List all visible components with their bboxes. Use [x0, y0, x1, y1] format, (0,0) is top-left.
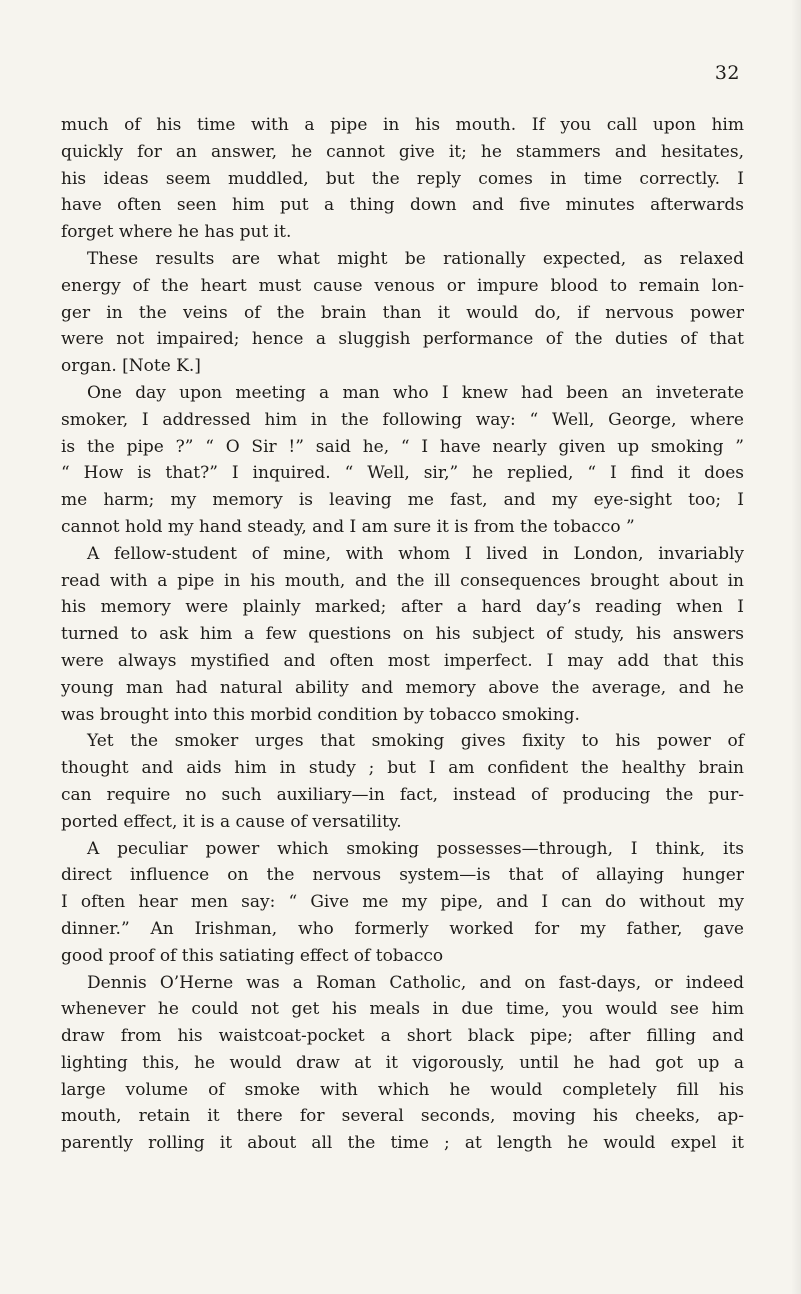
text-line: parently rolling it about all the time ; at length he would expel it: [61, 1133, 744, 1154]
text-line: forget where he has put it.: [61, 222, 292, 243]
text-line: can require no such auxiliary—in fact, instead of producing the pur-: [61, 784, 744, 805]
text-line: These results are what might be rationally expected, as relaxed: [87, 248, 744, 269]
text-line: draw from his waistcoat-pocket a short black pipe; after filling and: [61, 1026, 744, 1047]
text-line: is the pipe ?” “ O Sir !” said he, “ I have nearly given up smoking ”: [61, 436, 744, 457]
text-line: energy of the heart must cause venous or impure blood to remain lon-: [61, 275, 744, 296]
text-line: “ How is that?” I inquired. “ Well, sir,” he replied, “ I find it does: [61, 463, 744, 484]
text-line: lighting this, he would draw at it vigorously, until he had got up a: [61, 1052, 744, 1073]
text-line: One day upon meeting a man who I knew had been an inveterate: [87, 382, 744, 403]
text-line: organ. [Note K.]: [61, 356, 201, 377]
text-line: read with a pipe in his mouth, and the ill consequences brought about in: [61, 570, 744, 591]
text-line: his ideas seem muddled, but the reply comes in time correctly. I: [61, 168, 744, 189]
text-line: direct influence on the nervous system—is that of allaying hunger: [61, 865, 744, 886]
text-line: much of his time with a pipe in his mouth. If you call upon him: [61, 115, 744, 135]
page-edge-shadow: [791, 0, 801, 1294]
text-line: have often seen him put a thing down and five minutes afterwards: [61, 195, 744, 216]
text-line: ger in the veins of the brain than it would do, if nervous power: [61, 302, 744, 323]
text-line: young man had natural ability and memory above the average, and he: [61, 677, 744, 698]
text-line: A peculiar power which smoking possesses—through, I think, its: [87, 838, 744, 859]
text-line: A fellow-student of mine, with whom I lived in London, invariably: [87, 543, 744, 564]
text-line: thought and aids him in study ; but I am confident the healthy brain: [61, 758, 744, 779]
text-line: quickly for an answer, he cannot give it; he stammers and hesitates,: [61, 141, 744, 162]
text-line: his memory were plainly marked; after a hard day’s reading when I: [61, 597, 744, 618]
text-line: Yet the smoker urges that smoking gives fixity to his power of: [87, 731, 744, 752]
text-line: Dennis O’Herne was a Roman Catholic, and on fast-days, or indeed: [87, 972, 744, 993]
text-line: I often hear men say: “ Give me my pipe, and I can do without my: [61, 892, 744, 913]
text-line: good proof of this satiating effect of tobacco: [61, 945, 444, 966]
text-line: whenever he could not get his meals in due time, you would see him: [61, 999, 744, 1020]
page-number: 32: [714, 62, 740, 84]
text-line: mouth, retain it there for several seconds, moving his cheeks, ap-: [61, 1106, 744, 1127]
text-line: dinner.” An Irishman, who formerly worked for my father, gave: [61, 918, 744, 939]
text-line: cannot hold my hand steady, and I am sure it is from the tobacco ”: [61, 516, 635, 537]
text-line: me harm; my memory is leaving me fast, and my eye-sight too; I: [61, 490, 744, 511]
text-line: were not impaired; hence a sluggish performance of the duties of that: [61, 329, 744, 350]
body-text: [61, 112, 744, 1157]
text-line: were always mystified and often most imperfect. I may add that this: [61, 650, 744, 671]
text-line: large volume of smoke with which he would completely fill his: [61, 1079, 744, 1100]
text-line: was brought into this morbid condition by tobacco smoking.: [61, 704, 580, 725]
text-line: turned to ask him a few questions on his subject of study, his answers: [61, 624, 744, 645]
text-line: smoker, I addressed him in the following way: “ Well, George, where: [61, 409, 744, 430]
text-line: ported effect, it is a cause of versatility.: [61, 811, 402, 832]
